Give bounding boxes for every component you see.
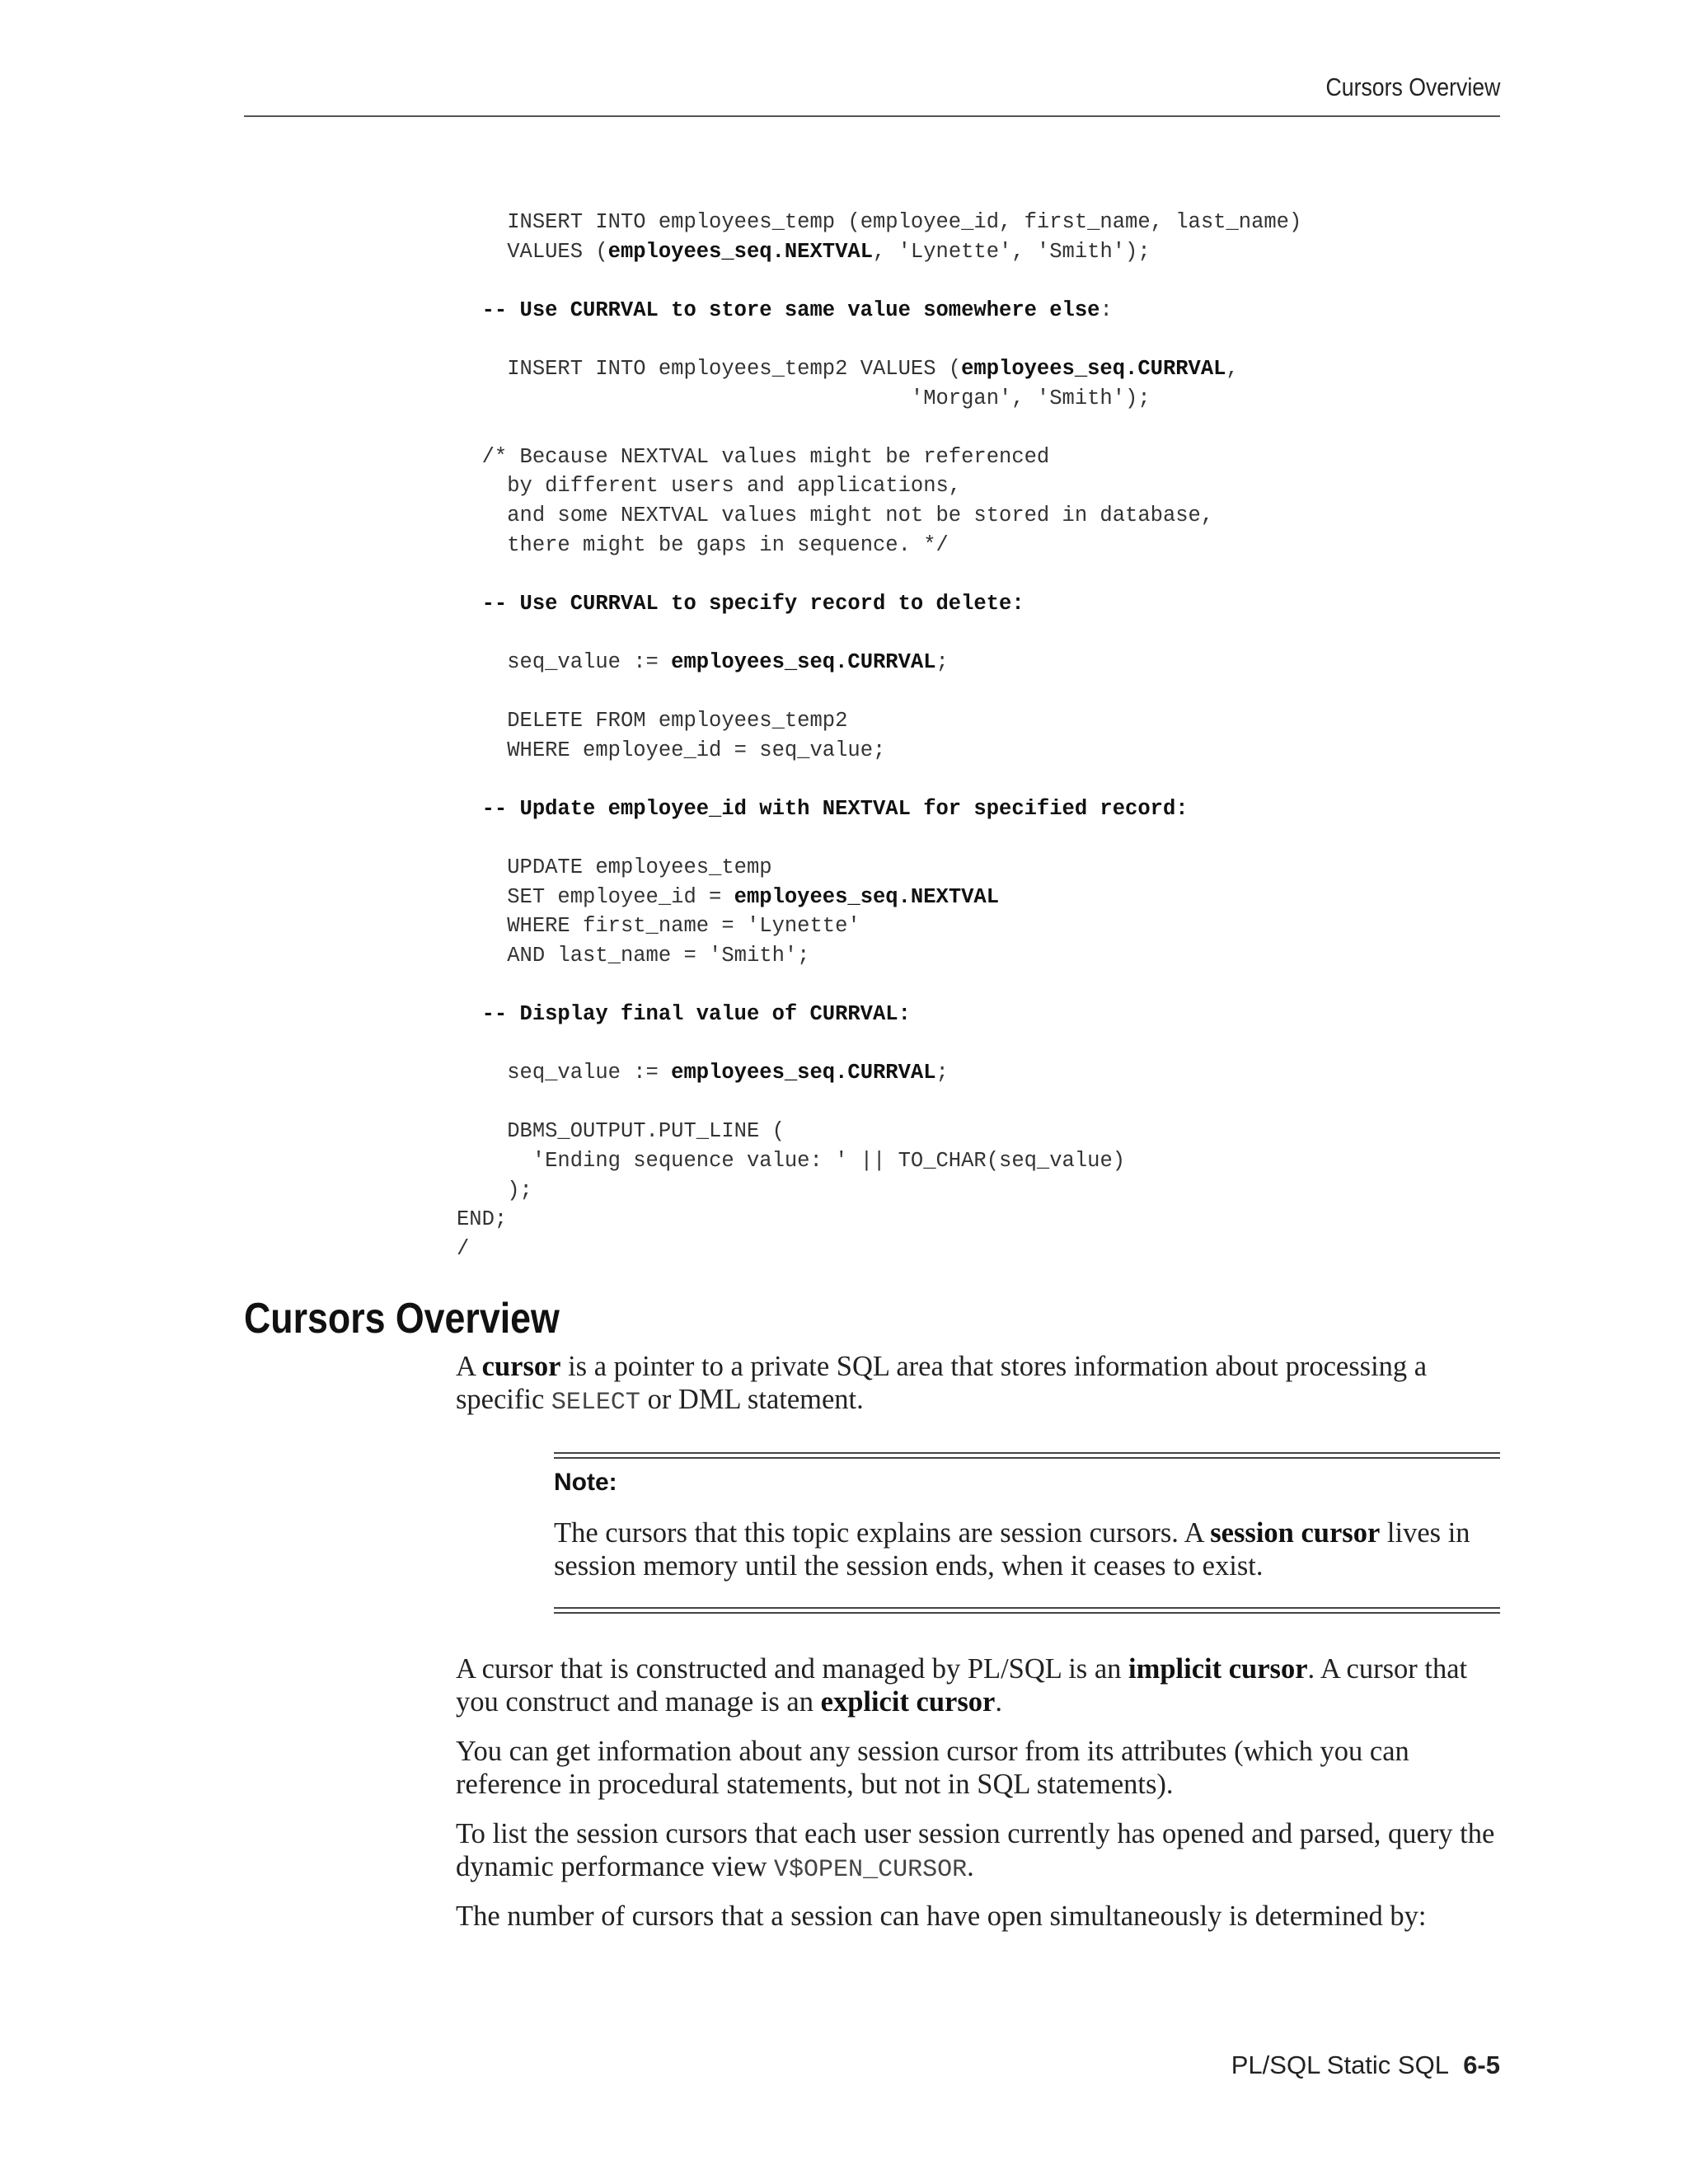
code-line <box>457 325 1301 354</box>
code-bold-token: employees_seq.CURRVAL <box>961 356 1226 381</box>
intro-paragraph <box>456 1350 1503 1419</box>
code-line <box>457 1176 1301 1206</box>
code-token: INSERT INTO employees_temp2 VALUES ( <box>507 356 962 381</box>
code-token: / <box>457 1236 470 1261</box>
code-line <box>457 823 1301 853</box>
code-line <box>457 1088 1301 1118</box>
code-line <box>457 1000 1301 1029</box>
code-bold-token: employees_seq.NEXTVAL <box>607 239 873 264</box>
code-token: seq_value := <box>507 649 672 674</box>
code-line <box>457 354 1301 384</box>
code-line <box>457 970 1301 1000</box>
code-line <box>457 1117 1301 1146</box>
code-token: seq_value := <box>507 1061 672 1085</box>
running-header: Cursors Overview <box>1325 73 1500 101</box>
code-token: 'Ending sequence value: ' || TO_CHAR(seq_value) <box>532 1149 1126 1173</box>
code-line <box>457 853 1301 883</box>
code-bold-token: -- Update employee_id with NEXTVAL for specified record: <box>481 796 1189 821</box>
footer-book-title: PL/SQL Static SQL <box>1231 2050 1449 2079</box>
paragraph-number-of-cursors-text-run: The number of cursors that a session can have open simultaneously is determined by: <box>456 1900 1427 1932</box>
note-bottom-rule <box>554 1607 1500 1614</box>
code-token: WHERE first_name = 'Lynette' <box>507 914 860 939</box>
page-footer <box>1231 2050 1500 2080</box>
code-line <box>457 706 1301 736</box>
section-title: Cursors Overview <box>244 1295 560 1343</box>
note-label: Note: <box>554 1469 617 1496</box>
code-line <box>457 443 1301 472</box>
code-bold-token: -- Use CURRVAL to store same value somewhere else <box>481 298 1100 322</box>
paragraph-implicit-explicit-bold-term: explicit cursor <box>820 1686 996 1718</box>
code-line <box>457 501 1301 531</box>
footer-page-number: 6-5 <box>1463 2050 1500 2079</box>
code-line <box>457 618 1301 648</box>
code-token: END; <box>457 1207 508 1232</box>
code-token: , 'Lynette', 'Smith'); <box>873 239 1151 264</box>
code-bold-token: -- Use CURRVAL to specify record to delete: <box>481 591 1025 616</box>
code-line <box>457 765 1301 794</box>
code-line <box>457 912 1301 941</box>
paragraph-attributes <box>456 1735 1503 1801</box>
code-token: , <box>1226 356 1239 381</box>
paragraph-implicit-explicit-bold-term: implicit cursor <box>1128 1653 1308 1685</box>
code-line <box>457 531 1301 560</box>
note-text-bold-term: session cursor <box>1210 1517 1381 1549</box>
code-line <box>457 1205 1301 1235</box>
code-line <box>457 1235 1301 1264</box>
code-token: DELETE FROM employees_temp2 <box>507 709 848 733</box>
paragraph-implicit-explicit-text-run: . <box>995 1686 1002 1718</box>
code-token: ); <box>507 1178 532 1202</box>
code-line <box>457 413 1301 443</box>
note-top-rule <box>554 1452 1500 1459</box>
paragraph-implicit-explicit <box>456 1652 1503 1718</box>
paragraph-open-cursor-text-run: To list the session cursors that each user session currently has opened and parsed, query the dynamic performance view <box>456 1818 1495 1882</box>
code-line <box>457 736 1301 766</box>
intro-paragraph-text-run: A <box>456 1351 482 1382</box>
paragraph-attributes-text-run: You can get information about any session cursor from its attributes (which you can reference in procedural statements, but not in SQL statements). <box>456 1736 1409 1800</box>
intro-paragraph-text-run: or DML statement. <box>640 1384 864 1415</box>
code-bold-token: employees_seq.CURRVAL <box>671 1061 936 1085</box>
code-token: : <box>1100 298 1113 322</box>
code-line <box>457 1146 1301 1176</box>
paragraph-open-cursor <box>456 1817 1503 1886</box>
code-token: WHERE employee_id = seq_value; <box>507 738 886 762</box>
intro-paragraph-bold-term: cursor <box>481 1351 561 1382</box>
code-line <box>457 471 1301 501</box>
code-line <box>457 883 1301 912</box>
code-bold-token: -- Display final value of CURRVAL: <box>481 1002 911 1027</box>
code-token: 'Morgan', 'Smith'); <box>910 386 1151 410</box>
code-token: ; <box>935 1061 949 1085</box>
code-line <box>457 384 1301 414</box>
paragraph-implicit-explicit-text-run: . A cursor that you construct and manage is an <box>456 1653 1468 1718</box>
code-token: INSERT INTO employees_temp (employee_id, first_name, last_name) <box>507 210 1302 234</box>
code-line <box>457 941 1301 971</box>
intro-paragraph-text-run: is a pointer to a private SQL area that stores information about processing a specific <box>456 1351 1428 1415</box>
code-token: /* Because NEXTVAL values might be referenced <box>481 444 1050 469</box>
code-line <box>457 266 1301 296</box>
code-line <box>457 296 1301 326</box>
code-token: and some NEXTVAL values might not be stored in database, <box>507 503 1214 527</box>
intro-paragraph-code-term: SELECT <box>551 1389 640 1417</box>
paragraph-open-cursor-text-run: . <box>967 1851 974 1882</box>
code-line <box>457 648 1301 677</box>
code-token: by different users and applications, <box>507 474 962 499</box>
paragraph-number-of-cursors <box>456 1900 1503 1933</box>
code-line <box>457 237 1301 267</box>
code-example <box>457 208 1301 1263</box>
code-line <box>457 1058 1301 1088</box>
code-line <box>457 208 1301 237</box>
paragraph-open-cursor-code-term: V$OPEN_CURSOR <box>774 1856 968 1884</box>
code-line <box>457 1029 1301 1059</box>
code-bold-token: employees_seq.NEXTVAL <box>734 884 1000 909</box>
code-line <box>457 794 1301 824</box>
code-token: SET employee_id = <box>507 884 734 909</box>
code-token: there might be gaps in sequence. */ <box>507 532 949 557</box>
note-text <box>554 1516 1502 1582</box>
code-line <box>457 560 1301 589</box>
code-token: UPDATE employees_temp <box>507 855 772 880</box>
code-token: VALUES ( <box>507 239 608 264</box>
paragraph-implicit-explicit-text-run: A cursor that is constructed and managed by PL/SQL is an <box>456 1653 1129 1685</box>
note-text-text-run: The cursors that this topic explains are session cursors. A <box>554 1517 1211 1549</box>
code-token: AND last_name = 'Smith'; <box>507 943 810 968</box>
code-bold-token: employees_seq.CURRVAL <box>671 649 936 674</box>
note-text-text-run: lives in session memory until the session ends, when it ceases to exist. <box>554 1517 1470 1582</box>
header-rule <box>244 115 1500 117</box>
code-token: ; <box>935 649 949 674</box>
code-line <box>457 589 1301 619</box>
code-token: DBMS_OUTPUT.PUT_LINE ( <box>507 1119 785 1144</box>
code-line <box>457 677 1301 707</box>
